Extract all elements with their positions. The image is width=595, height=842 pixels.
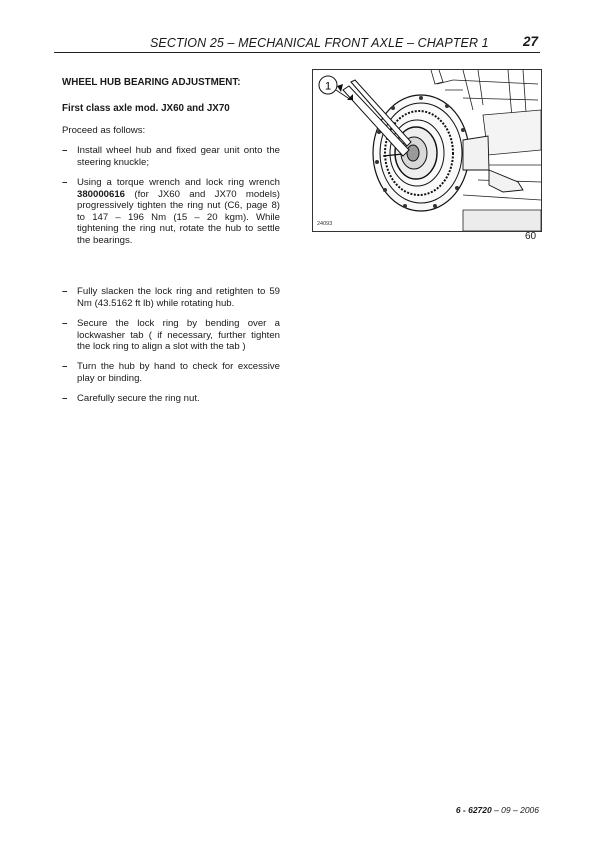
page-header (54, 34, 540, 53)
list-item (62, 286, 280, 309)
step-text-pre: Using a torque wrench and lock ring wrench (77, 177, 280, 188)
page-footer (456, 805, 539, 815)
page-number: 27 (522, 34, 538, 49)
hub-drawing (313, 70, 541, 231)
step-text: Install wheel hub and fixed gear unit onto the steering knuckle; (77, 145, 280, 168)
intro-text: Proceed as follows: (62, 125, 146, 136)
list-item (62, 318, 280, 353)
step-text: Fully slacken the lock ring and retighten to 59 Nm (43.5162 ft lb) while rotating hub. (77, 286, 280, 309)
document-code: 6 - 62720 (455, 805, 492, 815)
step-1 (62, 145, 280, 168)
bullet-dash: – (62, 286, 68, 297)
subheading-block (62, 103, 280, 115)
list-item (62, 361, 280, 384)
bullet-dash: – (62, 393, 68, 404)
step-text-post: (for JX60 and JX70 models) progressively tighten the ring nut (C6, page 8) to 147 – 196 Nm (15 – 20 kgm). While tightening the ring nut, rotate the hub to settle the bearings. (77, 188, 280, 246)
step-text (77, 177, 280, 247)
document-date: – 09 – 2006 (491, 805, 539, 815)
step-5 (62, 361, 280, 384)
part-number: 380000616 (77, 188, 126, 200)
figure-number: 60 (525, 231, 537, 242)
image-id: 24093 (317, 221, 333, 227)
subheading: First class axle mod. JX60 and JX70 (62, 103, 230, 114)
list-item (62, 393, 280, 405)
step-text: Turn the hub by hand to check for excessive play or binding. (77, 361, 280, 384)
bullet-dash: – (62, 177, 68, 188)
heading-block (62, 77, 280, 89)
list-item (62, 145, 280, 168)
callout-label: 1 (324, 80, 332, 93)
step-3 (62, 286, 280, 309)
section-title: SECTION 25 – MECHANICAL FRONT AXLE – CHAPTER 1 (150, 36, 489, 50)
section-heading: WHEEL HUB BEARING ADJUSTMENT: (62, 77, 241, 88)
intro-block (62, 125, 280, 137)
bullet-dash: – (62, 318, 68, 329)
list-item (62, 177, 280, 247)
hub-illustration (312, 69, 542, 232)
bullet-dash: – (62, 145, 68, 156)
step-6 (62, 393, 280, 405)
step-4 (62, 318, 280, 353)
step-2 (62, 177, 280, 247)
bullet-dash: – (62, 361, 68, 372)
step-text: Carefully secure the ring nut. (77, 393, 200, 404)
step-text: Secure the lock ring by bending over a lockwasher tab ( if necessary, further tighten the lock ring to align a slot with the tab ) (77, 318, 280, 353)
